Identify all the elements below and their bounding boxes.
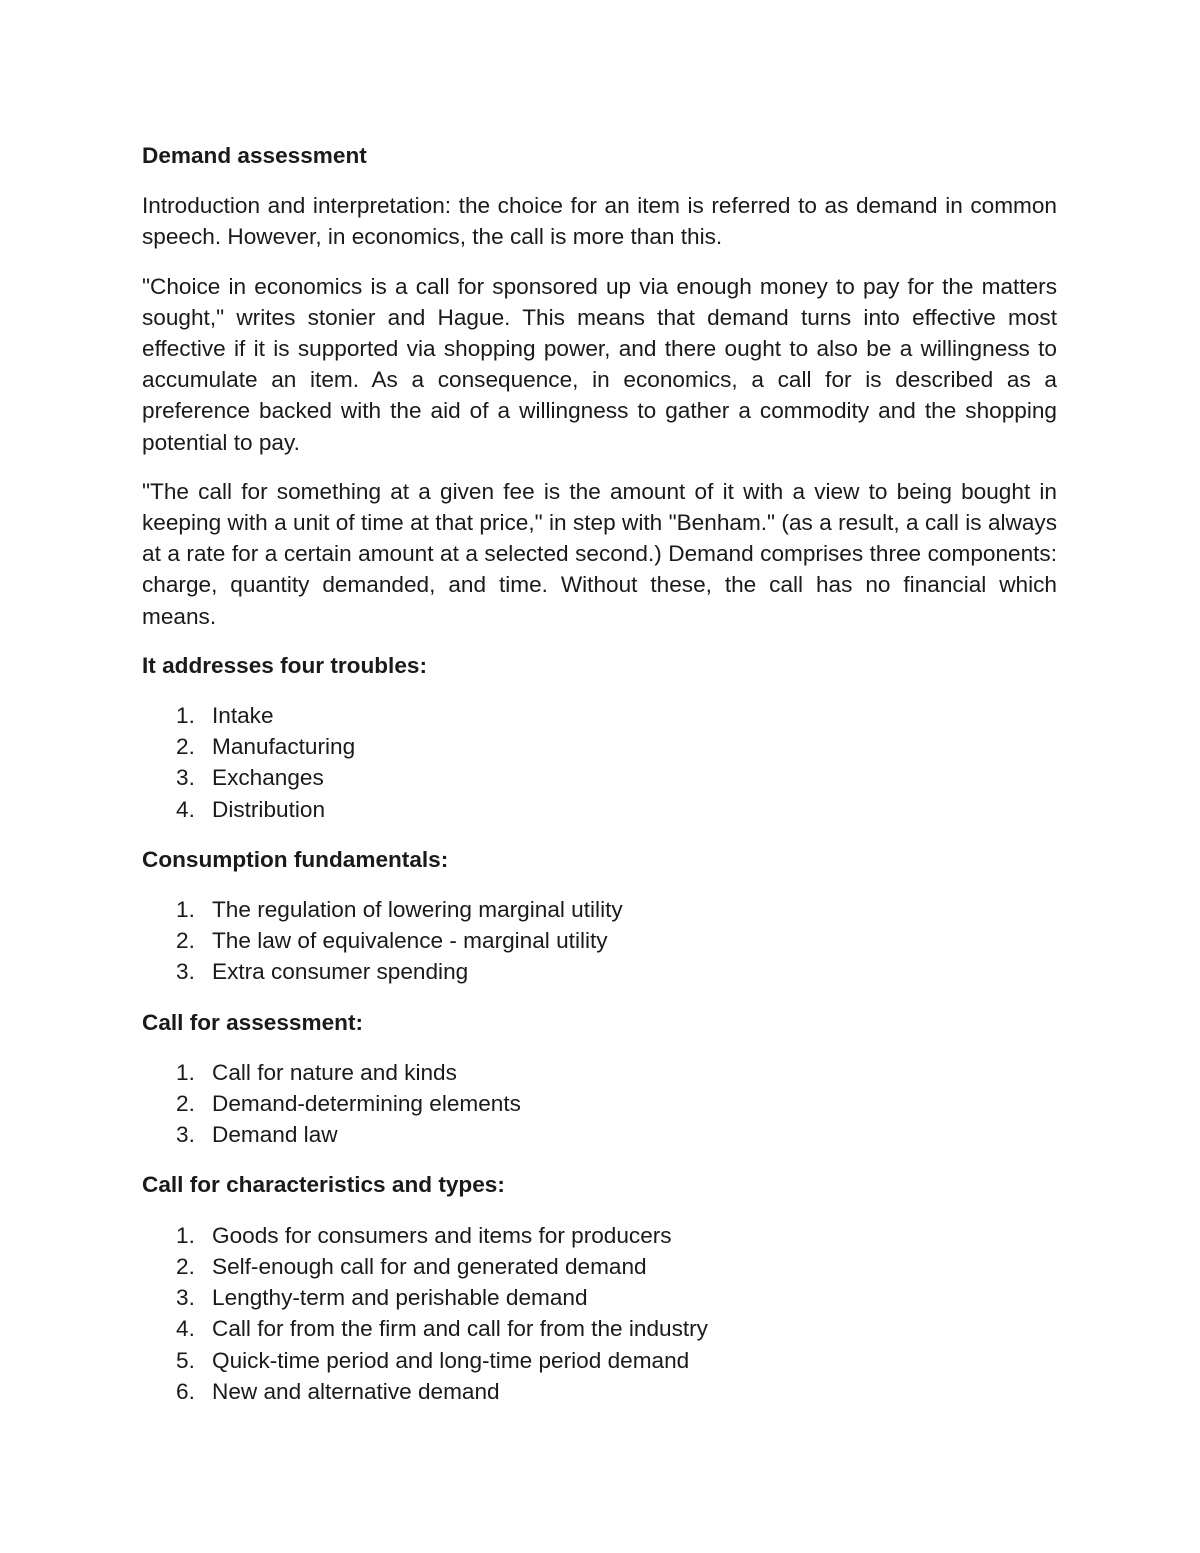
list-item-number: 2.	[176, 928, 195, 954]
list-item-text: Intake	[212, 703, 274, 729]
list-item-number: 1.	[176, 1059, 195, 1085]
list-item-number: 3.	[176, 959, 195, 985]
list-item	[142, 1251, 1057, 1282]
list-item	[142, 956, 1057, 987]
list-item-text: Extra consumer spending	[212, 959, 469, 985]
list-item-number: 2.	[176, 1091, 195, 1117]
list-item-number: 1.	[176, 897, 195, 923]
list-item-text: Self-enough call for and generated demand	[212, 1253, 647, 1279]
list-item-text: Distribution	[212, 796, 326, 822]
list-item-text: Lengthy-term and perishable demand	[212, 1285, 588, 1311]
section-heading-call-for-assessment: Call for assessment:	[142, 1009, 364, 1035]
list-item-number: 2.	[176, 734, 195, 760]
list-item-number: 1.	[176, 1222, 195, 1248]
list-item	[142, 1345, 1057, 1376]
list-item-text: Quick-time period and long-time period demand	[212, 1347, 690, 1373]
list-item	[142, 762, 1057, 793]
list-item	[142, 731, 1057, 762]
list-item	[142, 1057, 1057, 1088]
list-item	[142, 1376, 1057, 1407]
list-item-text: Goods for consumers and items for producers	[212, 1222, 672, 1248]
list-item	[142, 894, 1057, 925]
list-item-text: Exchanges	[212, 765, 324, 791]
list-item-number: 6.	[176, 1378, 195, 1404]
list-consumption-fundamentals	[142, 894, 1057, 988]
document-title: Demand assessment	[142, 143, 367, 168]
list-item-number: 3.	[176, 1285, 195, 1311]
list-item-text: The regulation of lowering marginal utility	[212, 897, 623, 923]
list-item	[142, 925, 1057, 956]
list-item-text: Demand law	[212, 1122, 338, 1148]
list-item-text: Call for nature and kinds	[212, 1059, 457, 1085]
list-item	[142, 794, 1057, 825]
list-item-number: 3.	[176, 765, 195, 791]
list-item-text: Demand-determining elements	[212, 1091, 521, 1117]
list-item-text: Manufacturing	[212, 734, 356, 760]
list-item-number: 5.	[176, 1347, 195, 1373]
list-four-troubles	[142, 700, 1057, 825]
list-item-number: 1.	[176, 703, 195, 729]
section-heading-four-troubles: It addresses four troubles:	[142, 652, 427, 678]
list-item	[142, 1119, 1057, 1150]
section-heading-characteristics-and-types: Call for characteristics and types:	[142, 1172, 505, 1198]
list-item-text: The law of equivalence - marginal utility	[212, 928, 608, 954]
paragraph-introduction: Introduction and interpretation: the choice for an item is referred to as demand in common speech. However, in economics, the call is more than this.	[142, 193, 1057, 250]
section-heading-consumption-fundamentals: Consumption fundamentals:	[142, 846, 449, 872]
list-item-number: 4.	[176, 796, 195, 822]
list-item	[142, 700, 1057, 731]
list-item-text: New and alternative demand	[212, 1378, 500, 1404]
list-call-for-assessment	[142, 1057, 1057, 1151]
paragraph-benham-quote: "The call for something at a given fee is the amount of it with a view to being bought in keeping with a unit of time at that price," in step with "Benham." (as a result, a call is always at a rate for a certain amount at a selected second.) Demand comprises three components: charge, quantity demanded, and time. Without these, the call has no financial which means.	[142, 478, 1057, 629]
list-item-number: 2.	[176, 1253, 195, 1279]
list-item-text: Call for from the firm and call for from the industry	[212, 1316, 708, 1342]
list-item	[142, 1088, 1057, 1119]
list-item	[142, 1282, 1057, 1313]
list-item	[142, 1220, 1057, 1251]
list-item-number: 3.	[176, 1122, 195, 1148]
paragraph-stonier-hague-quote: "Choice in economics is a call for sponsored up via enough money to pay for the matters sought," writes stonier and Hague. This means that demand turns into effective most effective if it is supported via shopping power, and there ought to also be a willingness to accumulate an item. As a consequence, in economics, a call for is described as a preference backed with the aid of a willingness to gather a commodity and the shopping potential to pay.	[142, 273, 1057, 455]
list-item-number: 4.	[176, 1316, 195, 1342]
list-item	[142, 1313, 1057, 1344]
list-characteristics-and-types	[142, 1220, 1057, 1407]
